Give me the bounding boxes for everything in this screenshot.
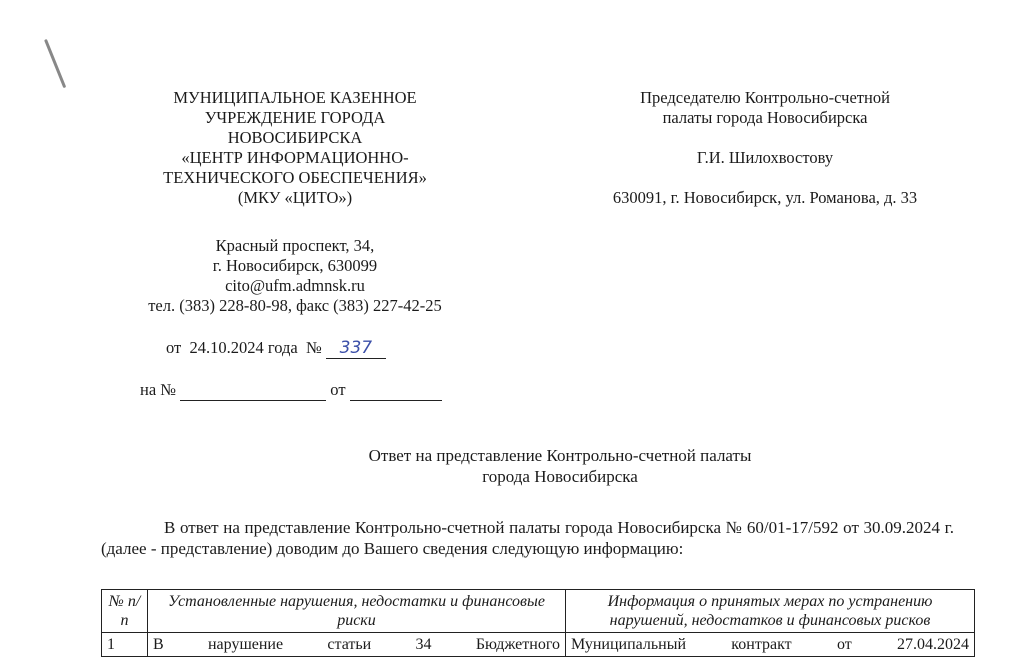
recipient-address: 630091, г. Новосибирск, ул. Романова, д. 33 — [612, 188, 918, 207]
recipient-block — [560, 88, 970, 208]
table-header-violations: Установленные нарушения, недостатки и финансовые риски — [148, 590, 566, 633]
sender-org-line: (МКУ «ЦИТО») — [237, 188, 353, 207]
table-header-measures: Информация о принятых мерах по устранению нарушений, недостатков и финансовых рисков — [566, 590, 975, 633]
body-paragraph: В ответ на представление Контрольно-счетной палаты города Новосибирска № 60/01-17/592 от 30.09.2024 г. (далее - представление) доводим до Вашего сведения следующую информацию: — [101, 518, 954, 558]
subject-line: города Новосибирска — [482, 467, 638, 486]
table-header-number: № п/п — [102, 590, 148, 633]
table-cell-number: 1 — [102, 633, 148, 657]
recipient-title-line: палаты города Новосибирска — [662, 108, 868, 127]
sender-address-block — [100, 236, 490, 316]
document-number-field — [326, 338, 386, 359]
sender-phone: тел. (383) 228-80-98, факс (383) 227-42-25 — [148, 296, 442, 315]
sender-org-block — [100, 88, 490, 208]
measures-table — [101, 589, 975, 657]
document-date-line: от 24.10.2024 года № 337 — [166, 338, 386, 359]
sender-address-line: г. Новосибирск, 630099 — [212, 256, 378, 275]
handwritten-document-number: 337 — [339, 338, 373, 358]
sender-org-line: МУНИЦИПАЛЬНОЕ КАЗЕННОЕ — [173, 88, 417, 107]
sender-org-line: НОВОСИБИРСКА — [227, 128, 363, 147]
reference-number-blank — [180, 380, 326, 401]
subject-line: Ответ на представление Контрольно-счетной палаты — [368, 446, 752, 465]
pen-stroke-mark — [44, 39, 66, 88]
table-row — [102, 633, 975, 657]
document-date: 24.10.2024 — [189, 338, 264, 357]
reference-line: на № от — [140, 380, 442, 401]
sender-org-line: «ЦЕНТР ИНФОРМАЦИОННО- — [181, 148, 409, 167]
document-subject — [230, 445, 890, 487]
reference-date-blank — [350, 380, 442, 401]
table-cell-violation: В нарушение статьи 34 Бюджетного — [148, 633, 566, 657]
recipient-title-line: Председателю Контрольно-счетной — [640, 88, 890, 107]
table-cell-measure: Муниципальный контракт от 27.04.2024 — [566, 633, 975, 657]
sender-email: cito@ufm.admnsk.ru — [225, 276, 365, 295]
sender-org-line: ТЕХНИЧЕСКОГО ОБЕСПЕЧЕНИЯ» — [163, 168, 427, 187]
table-header-row — [102, 590, 975, 633]
recipient-name: Г.И. Шилохвостову — [696, 148, 834, 167]
sender-address-line: Красный проспект, 34, — [215, 236, 375, 255]
sender-org-line: УЧРЕЖДЕНИЕ ГОРОДА — [204, 108, 386, 127]
